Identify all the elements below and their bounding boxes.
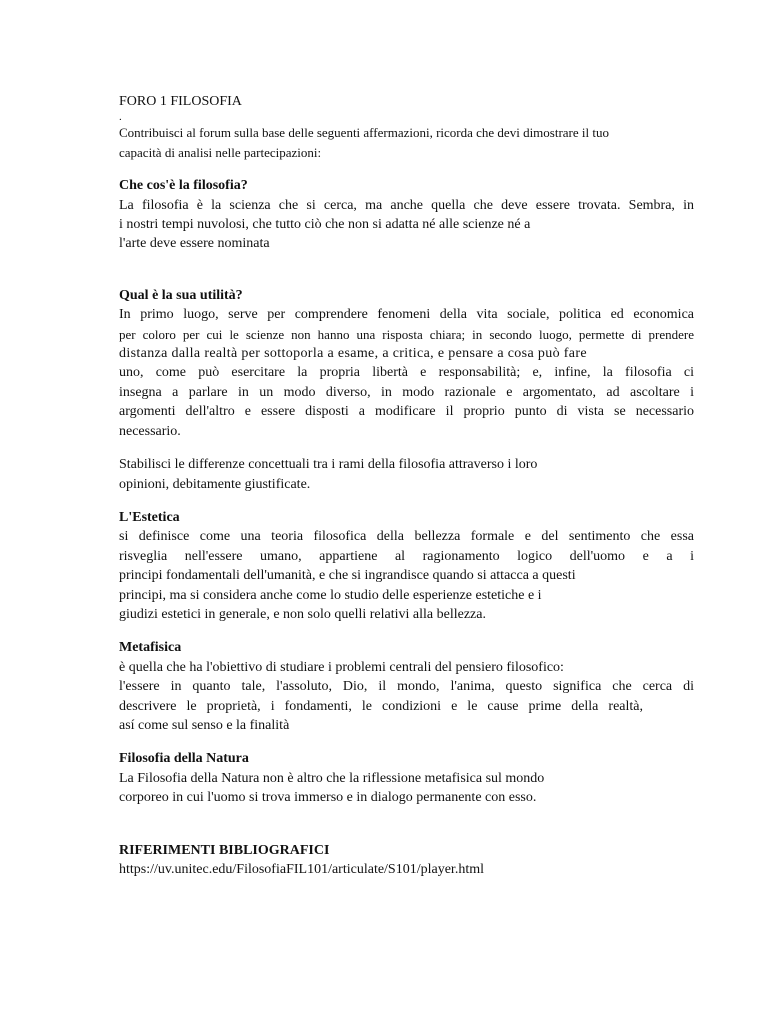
stray-dot: . [119, 111, 122, 124]
section-heading: Metafisica [119, 640, 182, 656]
paragraph-line: giudizi estetici in generale, e non solo quelli relativi alla bellezza. [119, 606, 486, 622]
section-instruction [119, 455, 694, 494]
section-heading: RIFERIMENTI BIBLIOGRAFICI [119, 842, 330, 858]
paragraph-line: necessario. [119, 423, 181, 439]
document-page [119, 92, 694, 879]
paragraph-line: principi fondamentali dell'umanità, e che si ingrandisce quando si attacca a questi [119, 568, 576, 584]
paragraph-line: Stabilisci le differenze concettuali tra i rami della filosofia attraverso i loro [119, 457, 538, 473]
document-title: FORO 1 FILOSOFIA [119, 94, 242, 109]
intro-line-2: capacità di analisi nelle partecipazioni: [119, 144, 322, 160]
paragraph-line: distanza dalla realtà per sottoporla a esame, a critica, e pensare a cosa può fare [119, 346, 587, 362]
paragraph-line: uno, come può esercitare la propria libertà e responsabilità; e, infine, la filosofia ci [119, 365, 694, 381]
paragraph-line: argomenti dell'altro e essere disposti a modificare il proprio punto di vista se necessario [119, 404, 694, 420]
section-metaphysics [119, 638, 694, 735]
paragraph-line: descrivere le proprietà, i fondamenti, le condizioni e le cause prime della realtà, [119, 698, 643, 714]
section-what-is-philosophy [119, 176, 694, 254]
paragraph-line: insegna a parlare in un modo diverso, in modo razionale e argomentato, ad ascoltare i [119, 384, 694, 400]
paragraph-line: è quella che ha l'obiettivo di studiare i problemi centrali del pensiero filosofico: [119, 659, 564, 675]
paragraph-line: La filosofia è la scienza che si cerca, ma anche quella che deve essere trovata. Sembra, in [119, 197, 694, 213]
section-heading: L'Estetica [119, 509, 180, 525]
paragraph-line: principi, ma si considera anche come lo studio delle esperienze estetiche e i [119, 587, 542, 603]
paragraph-line: opinioni, debitamente giustificate. [119, 476, 311, 492]
section-philosophy-of-nature [119, 749, 694, 807]
paragraph-line: i nostri tempi nuvolosi, che tutto ciò che non si adatta né alle scienze né a [119, 217, 531, 233]
intro-line-1: Contribuisci al forum sulla base delle seguenti affermazioni, ricorda che devi dimostrare il tuo [119, 125, 609, 141]
paragraph-line: l'arte deve essere nominata [119, 236, 270, 252]
paragraph-line: In primo luogo, serve per comprendere fenomeni della vita sociale, politica ed economica [119, 307, 694, 323]
paragraph-line: per coloro per cui le scienze non hanno una risposta chiara; in secondo luogo, permette di prendere [119, 326, 694, 342]
paragraph-line: risveglia nell'essere umano, appartiene al ragionamento logico dell'uomo e a i [119, 548, 694, 564]
section-utility [119, 286, 694, 441]
section-heading: Qual è la sua utilità? [119, 287, 243, 303]
section-heading: Che cos'è la filosofia? [119, 178, 248, 194]
paragraph-line: l'essere in quanto tale, l'assoluto, Dio, il mondo, l'anima, questo significa che cerca di [119, 679, 694, 695]
section-aesthetics [119, 508, 694, 624]
section-bibliography [119, 841, 694, 880]
paragraph-line: corporeo in cui l'uomo si trova immerso e in dialogo permanente con esso. [119, 790, 537, 806]
paragraph-line: así come sul senso e la finalità [119, 717, 290, 733]
paragraph-line: La Filosofia della Natura non è altro che la riflessione metafisica sul mondo [119, 770, 545, 786]
section-heading: Filosofia della Natura [119, 751, 249, 767]
bibliography-link[interactable]: https://uv.unitec.edu/FilosofiaFIL101/articulate/S101/player.html [119, 862, 484, 877]
paragraph-line: si definisce come una teoria filosofica della bellezza formale e del sentimento che essa [119, 529, 694, 545]
